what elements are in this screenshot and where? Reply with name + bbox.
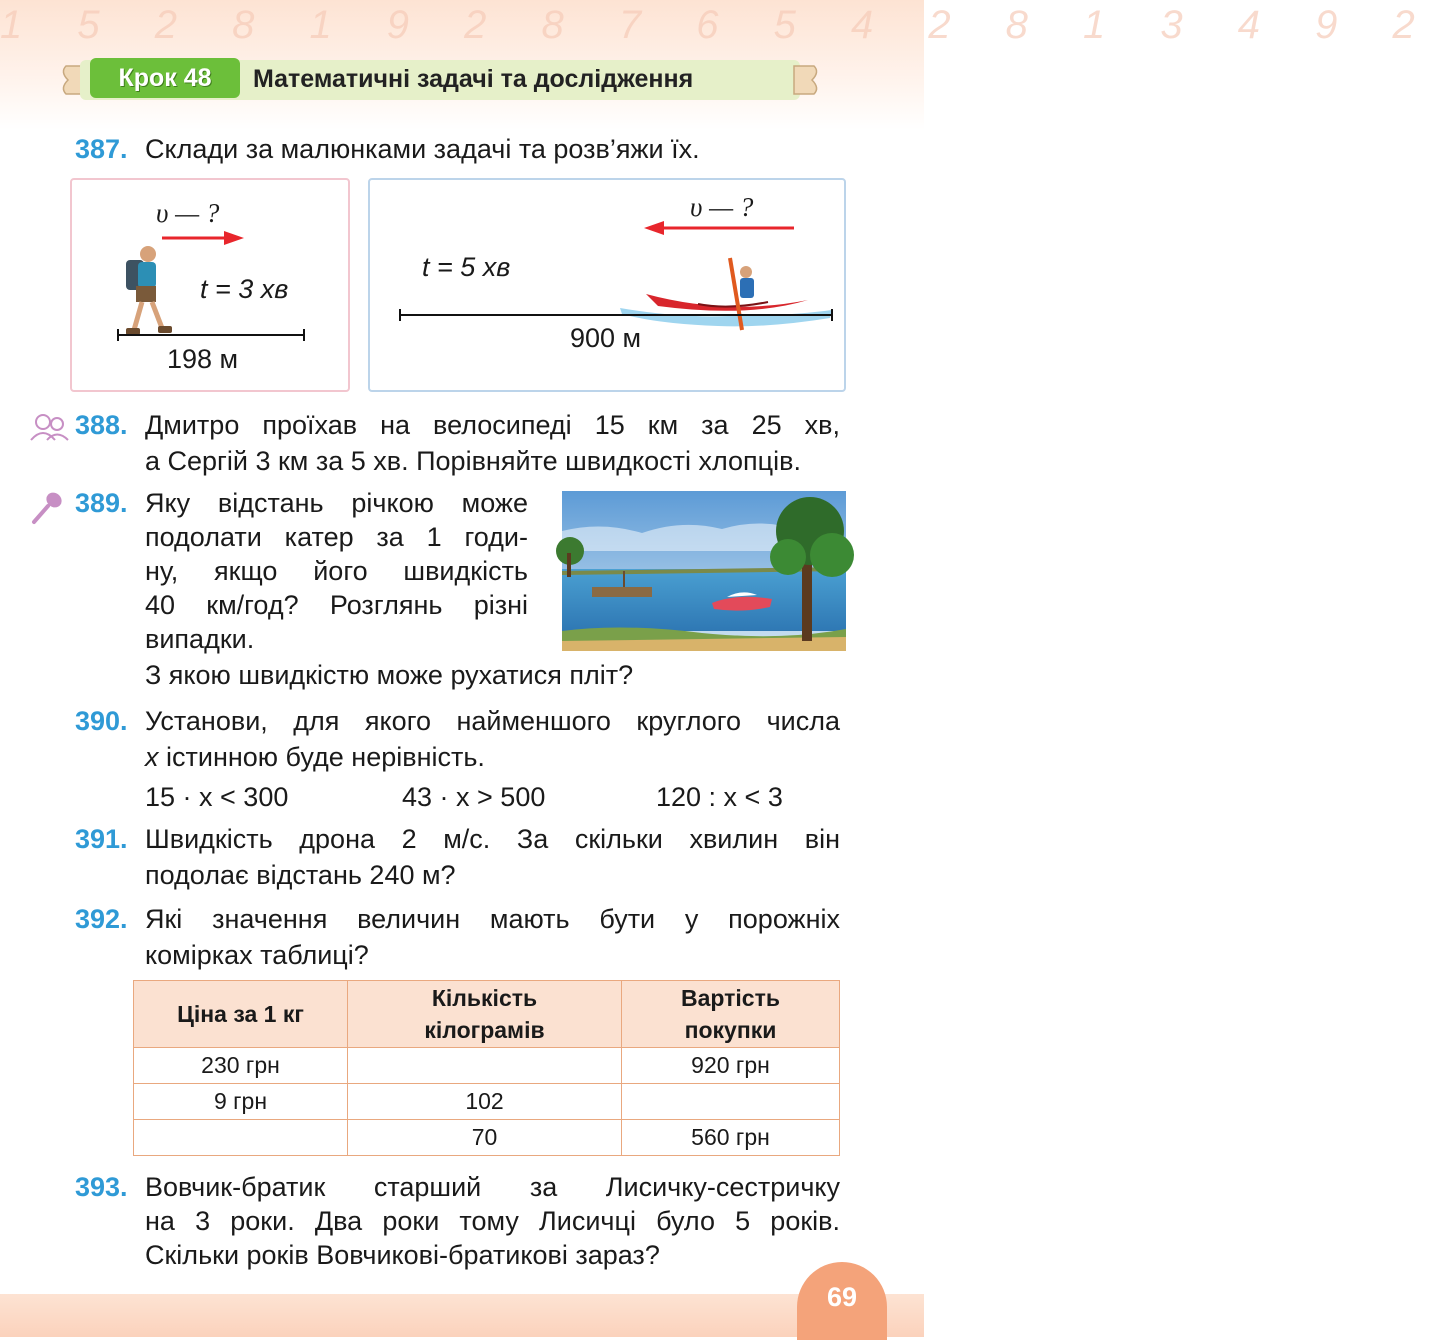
table-row [134,1084,840,1120]
task-text-line: Яку відстань річкою може [145,488,528,518]
task-391 [75,822,840,894]
lesson-title: Математичні задачі та дослідження [253,65,694,93]
page-number: 69 [797,1262,887,1340]
time-label [200,274,288,305]
task-text-line: а Сергій 3 км за 5 хв. Порівняйте швидкості хлопців. [145,446,801,476]
task-text-line: Установи, для якого найменшого круглого числа [145,706,840,736]
arrow-left-icon [644,218,796,238]
table-cell [622,1084,840,1120]
task-text-line: подолати катер за 1 годи- [145,522,528,552]
task-393 [75,1170,840,1278]
task-number: 388. [75,410,128,440]
distance-line [116,328,306,342]
task-number: 389. [75,488,128,518]
table-cell: 920 грн [622,1048,840,1084]
task-text-line: Дмитро проїхав на велосипеді 15 км за 25 хв, [145,410,840,440]
inequality-1: 15 · x < 300 [145,782,289,812]
task-387 [75,132,845,168]
task-number: 390. [75,706,128,736]
inequality-2: 43 · x > 500 [402,782,546,812]
time-label: t = 5 хв [422,252,511,282]
page-bottom-band [0,1294,924,1337]
table-header-price: Ціна за 1 кг [134,981,348,1048]
task-text-line: Швидкість дрона 2 м/с. За скільки хвилин він [145,824,840,854]
task-392 [75,902,840,974]
table-cell: 102 [348,1084,622,1120]
task-text-line: випадки. [145,624,255,654]
task-text-line: x істинною буде нерівність. [145,742,485,772]
distance-line [398,308,834,322]
task-390 [75,704,840,776]
lesson-header [60,54,820,104]
variable-x: x [145,742,159,772]
task-text-line: комірках таблиці? [145,940,369,970]
speed-label: υ — ? [156,198,220,228]
table-cell: 560 грн [622,1120,840,1156]
table-cell: 70 [348,1120,622,1156]
inequality-3: 120 : x < 3 [656,782,783,812]
decorative-digits: 1 5 2 8 1 9 2 8 7 6 5 4 2 8 1 3 4 9 2 [0,3,1437,47]
task-388 [75,408,840,480]
table-cell [348,1048,622,1084]
task-text-line: Які значення величин мають бути у порожніх [145,904,840,934]
speed-label: υ — ? [690,192,754,222]
task-text: Склади за малюнками задачі та розв’яжи їх. [145,134,700,164]
task-number: 391. [75,824,128,854]
distance-label: 198 м [167,344,239,374]
microphone-icon [30,490,66,526]
task-number: 387. [75,134,128,164]
values-table [133,980,840,1156]
task-text-line: Скільки років Вовчикові-братикові зараз? [145,1240,660,1270]
task-text-line: подолає відстань 240 м? [145,860,456,890]
table-cell: 230 грн [134,1048,348,1084]
pair-work-icon [30,412,70,442]
hiker-picture-panel [70,178,350,392]
lake-boat-picture [562,491,846,651]
task-389-question: З якою швидкістю може рухатися пліт? [145,660,634,690]
task-number: 392. [75,904,128,934]
task-number: 393. [75,1172,128,1202]
hiker-icon [112,240,182,340]
task-text-line: на 3 роки. Два роки тому Лисичці було 5 років. [145,1206,840,1236]
distance-label: 900 м [570,323,642,353]
table-cell [134,1120,348,1156]
table-header-cost: Вартість покупки [622,981,840,1048]
table-row [134,1120,840,1156]
table-row [134,1048,840,1084]
task-text-line: Вовчик-братик старший за Лисичку-сестричку [145,1172,840,1202]
time-value: t = 3 хв [200,274,289,304]
step-badge: Крок 48 [90,58,240,98]
task-text-line: 40 км/год? Розглянь різні [145,590,528,620]
kayak-picture-panel [368,178,846,392]
table-header-row [134,981,840,1048]
task-389 [75,486,535,666]
table-cell: 9 грн [134,1084,348,1120]
table-header-quantity: Кількість кілограмів [348,981,622,1048]
task-text-line: ну, якщо його швидкість [145,556,528,586]
scroll-right-icon [792,62,820,98]
